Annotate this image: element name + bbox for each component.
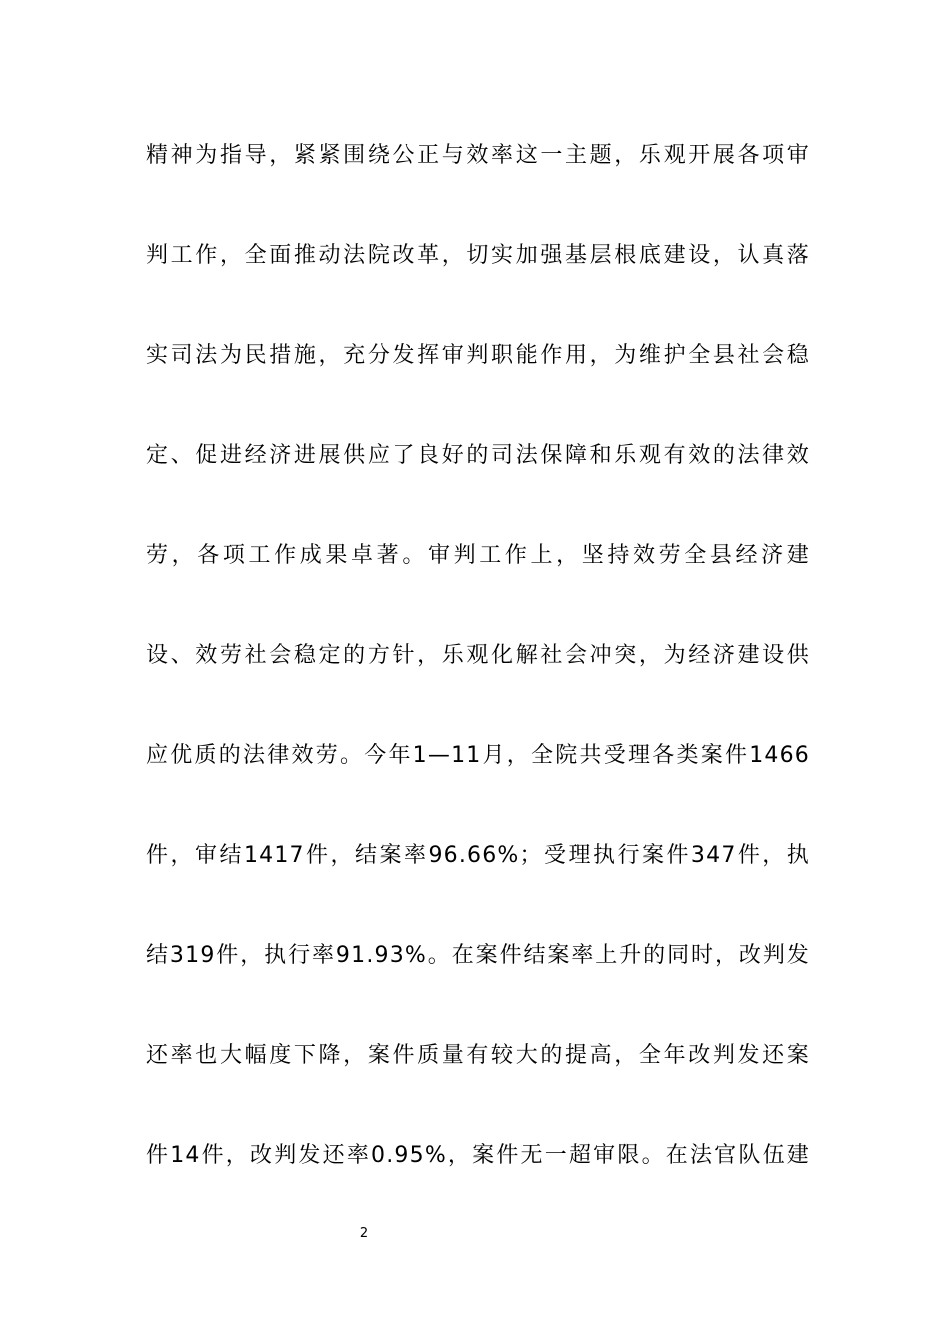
text-line: 设、效劳社会稳定的方针，乐观化解社会冲突，为经济建设供 (146, 643, 810, 668)
text-line: 实司法为民措施，充分发挥审判职能作用，为维护全县社会稳 (146, 343, 810, 368)
text-line: 判工作，全面推动法院改革，切实加强基层根底建设，认真落 (146, 243, 810, 268)
text-line: 结319件，执行率91.93%。在案件结案率上升的同时，改判发 (146, 943, 810, 968)
body-text (146, 128, 810, 1228)
page-number: 2 (359, 1226, 369, 1241)
text-line: 劳，各项工作成果卓著。审判工作上，坚持效劳全县经济建 (146, 543, 810, 568)
text-line: 件，审结1417件，结案率96.66%；受理执行案件347件，执 (146, 843, 810, 868)
text-line: 定、促进经济进展供应了良好的司法保障和乐观有效的法律效 (146, 443, 810, 468)
text-line: 应优质的法律效劳。今年1—11月，全院共受理各类案件1466 (146, 743, 810, 768)
text-line: 还率也大幅度下降，案件质量有较大的提高，全年改判发还案 (146, 1043, 810, 1068)
text-line: 件14件，改判发还率0.95%，案件无一超审限。在法官队伍建 (146, 1143, 810, 1168)
text-line: 精神为指导，紧紧围绕公正与效率这一主题，乐观开展各项审 (146, 143, 810, 168)
